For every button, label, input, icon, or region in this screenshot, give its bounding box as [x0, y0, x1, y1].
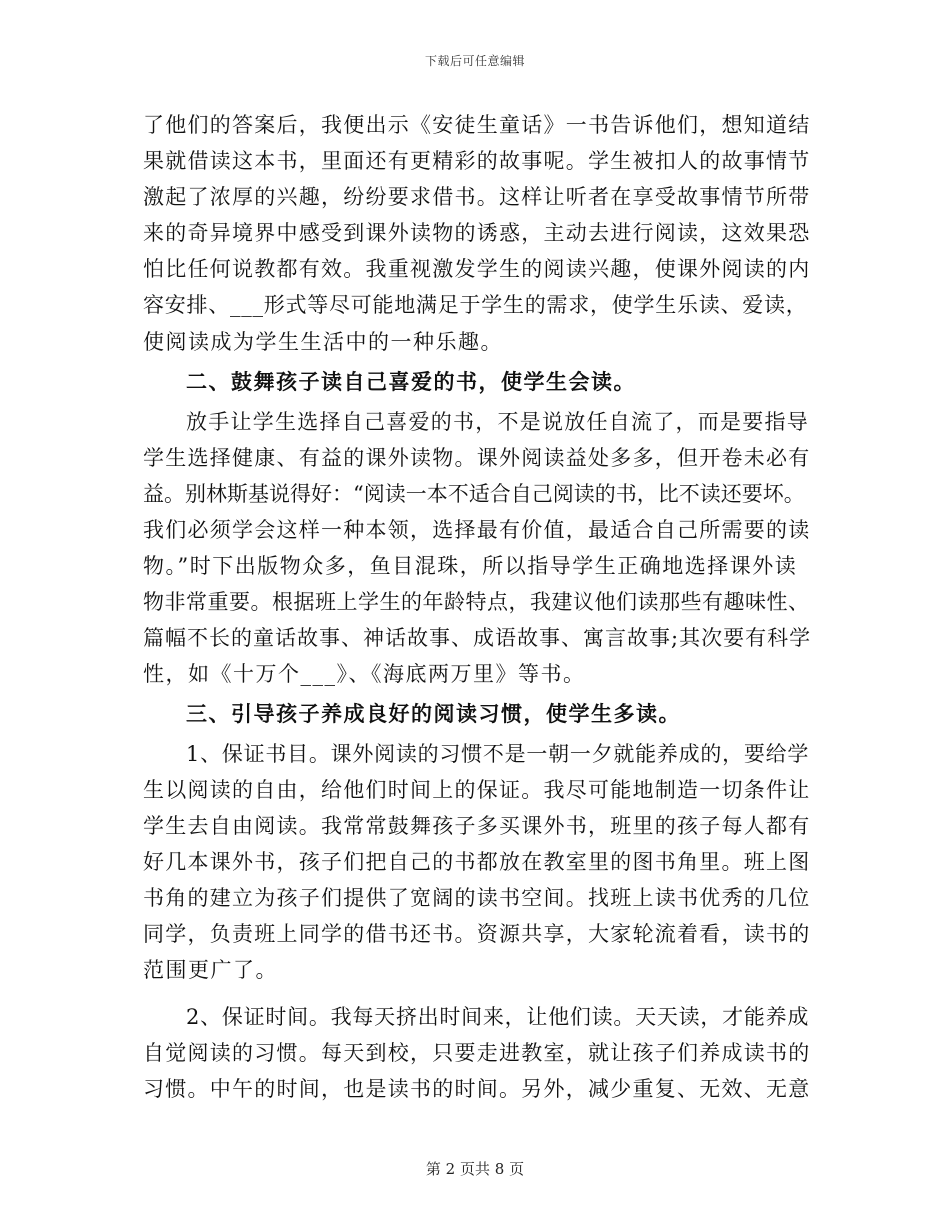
section-heading: 二、鼓舞孩子读自己喜爱的书，使学生会读。 [186, 369, 636, 394]
body-text-line: 范围更广了。 [143, 958, 278, 982]
body-text-line: 激起了浓厚的兴趣，纷纷要求借书。这样让听者在享受故事情节所带 [143, 185, 811, 209]
paragraph-first-line: 放手让学生选择自己喜爱的书，不是说放任自流了，而是要指导 [186, 410, 809, 434]
body-text-line: 同学，负责班上同学的借书还书。资源共享，大家轮流着看，读书的 [143, 922, 811, 946]
body-text-line: 我们必须学会这样一种本领，选择最有价值，最适合自己所需要的读 [143, 518, 811, 542]
paragraph-first-line: 2、保证时间。我每天挤出时间来，让他们读。天天读，才能养成 [186, 1005, 810, 1029]
page-footer: 第 2 页共 8 页 [425, 1160, 525, 1178]
section-heading: 三、引导孩子养成良好的阅读习惯，使学生多读。 [186, 701, 681, 726]
body-text-line: 习惯。中午的时间，也是读书的时间。另外，减少重复、无效、无意 [143, 1077, 811, 1101]
body-text-line: 怕比任何说教都有效。我重视激发学生的阅读兴趣，使课外阅读的内 [143, 257, 811, 281]
paragraph-first-line: 1、保证书目。课外阅读的习惯不是一朝一夕就能养成的，要给学 [186, 742, 810, 766]
body-text-line: 容安排、___形式等尽可能地满足于学生的需求，使学生乐读、爱读， [143, 293, 808, 317]
body-text-line: 物。”时下出版物众多，鱼目混珠，所以指导学生正确地选择课外读 [143, 554, 798, 578]
body-text-line: 好几本课外书，孩子们把自己的书都放在教室里的图书角里。班上图 [143, 850, 811, 874]
body-text-line: 学生选择健康、有益的课外读物。课外阅读益处多多，但开卷未必有 [143, 446, 811, 470]
body-text-line: 学生去自由阅读。我常常鼓舞孩子多买课外书，班里的孩子每人都有 [143, 814, 811, 838]
body-text-line: 自觉阅读的习惯。每天到校，只要走进教室，就让孩子们养成读书的 [143, 1041, 811, 1065]
body-text-line: 篇幅不长的童话故事、神话故事、成语故事、寓言故事;其次要有科学 [143, 626, 812, 650]
page-header: 下载后可任意编辑 [424, 54, 525, 68]
body-text-line: 生以阅读的自由，给他们时间上的保证。我尽可能地制造一切条件让 [143, 778, 811, 802]
body-text-line: 书角的建立为孩子们提供了宽阔的读书空间。找班上读书优秀的几位 [143, 886, 811, 910]
body-text-line: 益。别林斯基说得好：“阅读一本不适合自己阅读的书，比不读还要坏。 [143, 482, 805, 506]
body-text-line: 果就借读这本书，里面还有更精彩的故事呢。学生被扣人的故事情节 [143, 149, 811, 173]
body-text-line: 物非常重要。根据班上学生的年龄特点，我建议他们读那些有趣味性、 [143, 590, 810, 614]
body-text-line: 来的奇异境界中感受到课外读物的诱惑，主动去进行阅读，这效果恐 [143, 221, 811, 245]
body-text-line: 使阅读成为学生生活中的一种乐趣。 [143, 330, 503, 354]
body-text-line: 了他们的答案后，我便出示《安徒生童话》一书告诉他们，想知道结 [143, 113, 811, 137]
body-text-line: 性，如《十万个___》、《海底两万里》等书。 [143, 662, 586, 686]
